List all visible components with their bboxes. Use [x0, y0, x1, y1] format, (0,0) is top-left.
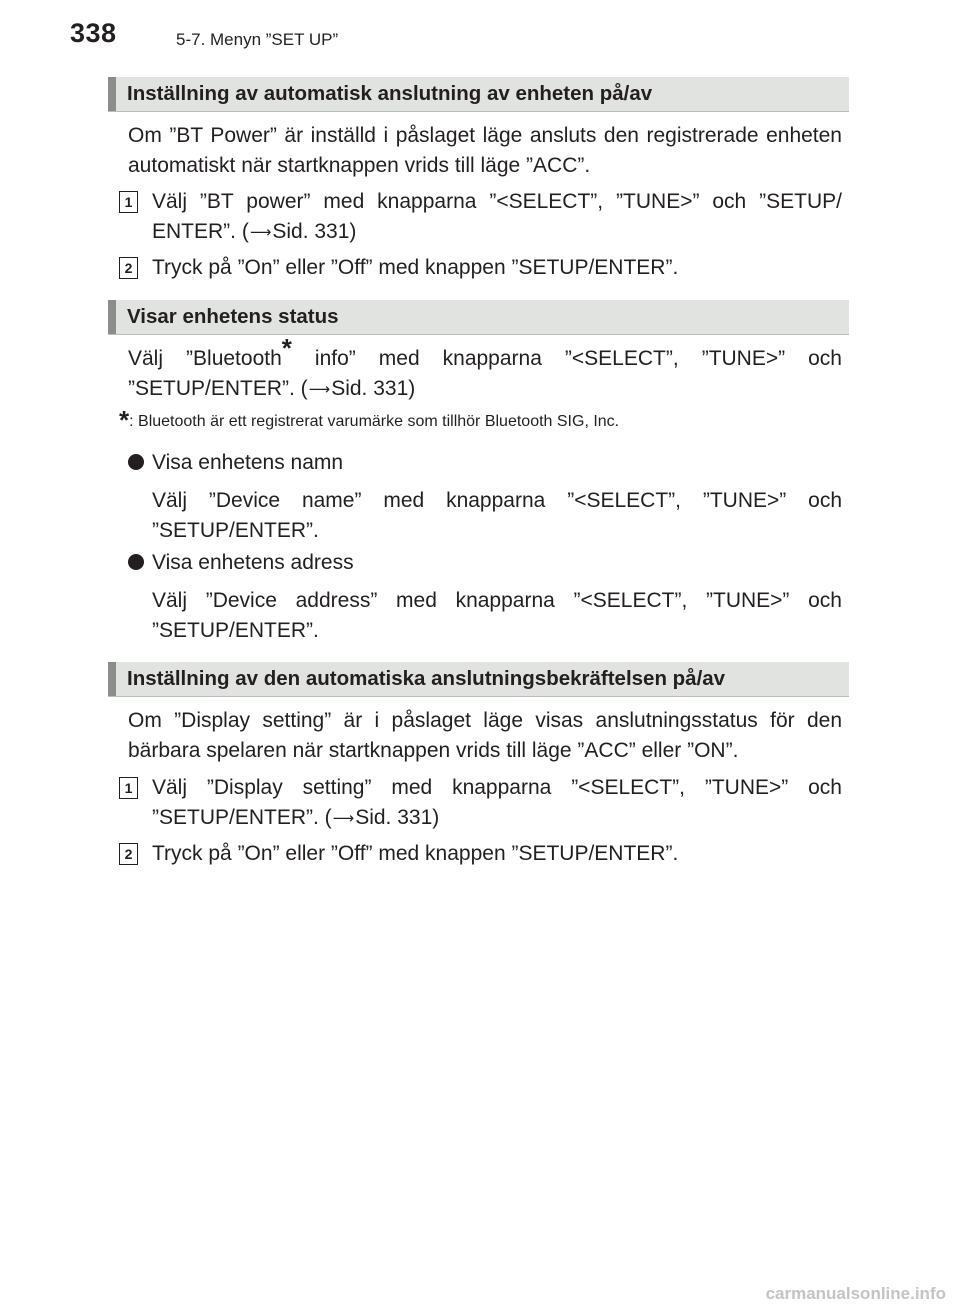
section-heading-status [108, 300, 849, 335]
footnote-star: * [119, 405, 130, 435]
section-title: Inställning av den automatiska anslutningsbekräftelsen på/av [127, 667, 726, 690]
footnote [119, 405, 620, 435]
step-text: Tryck på ”On” eller ”Off” med knappen ”SETUP/ENTER”. [152, 842, 679, 865]
section-title: Visar enhetens status [127, 305, 339, 328]
step-number: 1 [119, 191, 138, 213]
bullet-label: Visa enhetens namn [152, 451, 344, 474]
footnote-text: : Bluetooth är ett registrerat varumärke som tillhör Bluetooth SIG, Inc. [129, 413, 620, 430]
bullet-item [128, 548, 354, 578]
intro-paragraph: Om ”BT Power” är inställd i påslaget läge ansluts den registrerade enheten automatiskt när startknappen vrids till läge ”ACC”. [128, 124, 842, 177]
arrow-right-icon: ⟶ [249, 224, 272, 241]
bullet-label: Visa enhetens adress [152, 551, 354, 574]
page-number: 338 [70, 18, 117, 48]
section-heading-auto-connect [108, 77, 849, 112]
step-number: 2 [119, 843, 138, 865]
step-text-main: Välj ”Display setting” med knapparna ”<SELECT”, ”TUNE>” och ”SETUP/ENTER”. ( [152, 776, 842, 829]
intro-text-a: Välj ”Bluetooth [128, 347, 282, 370]
arrow-right-icon: ⟶ [332, 810, 355, 827]
step-text-main: Välj ”BT power” med knapparna ”<SELECT”, ”TUNE>” och ”SETUP/ ENTER”. ( [152, 190, 842, 243]
intro-paragraph: Om ”Display setting” är i påslaget läge visas anslutningsstatus för den bärbara spelaren när startknappen vrids till läge ”ACC” eller ”ON”. [128, 709, 842, 762]
bullet-dot-icon [128, 554, 144, 570]
bullet-item [128, 448, 343, 478]
bullet-dot-icon [128, 454, 144, 470]
step-text [152, 773, 842, 835]
section-reference: 5-7. Menyn ”SET UP” [176, 30, 339, 49]
step-text: Tryck på ”On” eller ”Off” med knappen ”SETUP/ENTER”. [152, 256, 679, 279]
arrow-right-icon: ⟶ [308, 381, 331, 398]
section-title: Inställning av automatisk anslutning av enheten på/av [127, 82, 653, 105]
page-ref-link[interactable]: Sid. 331) [272, 220, 357, 243]
footnote-marker: * [281, 333, 292, 363]
page-ref-link[interactable]: Sid. 331) [331, 377, 416, 400]
step-number: 1 [119, 777, 138, 799]
watermark: carmanualsonline.info [765, 1284, 946, 1303]
step-text [152, 187, 842, 249]
bullet-description: Välj ”Device name” med knapparna ”<SELECT”, ”TUNE>” och ”SETUP/ENTER”. [152, 489, 842, 542]
page-ref-link[interactable]: Sid. 331) [355, 806, 440, 829]
bullet-description: Välj ”Device address” med knapparna ”<SELECT”, ”TUNE>” och ”SETUP/ENTER”. [152, 589, 842, 642]
intro-paragraph [128, 333, 842, 406]
intro-text-b: info” med knapparna ”<SELECT”, ”TUNE>” och ”SETUP/ENTER”. ( [128, 347, 842, 400]
step-number: 2 [119, 257, 138, 279]
section-heading-display-confirm [108, 662, 849, 697]
